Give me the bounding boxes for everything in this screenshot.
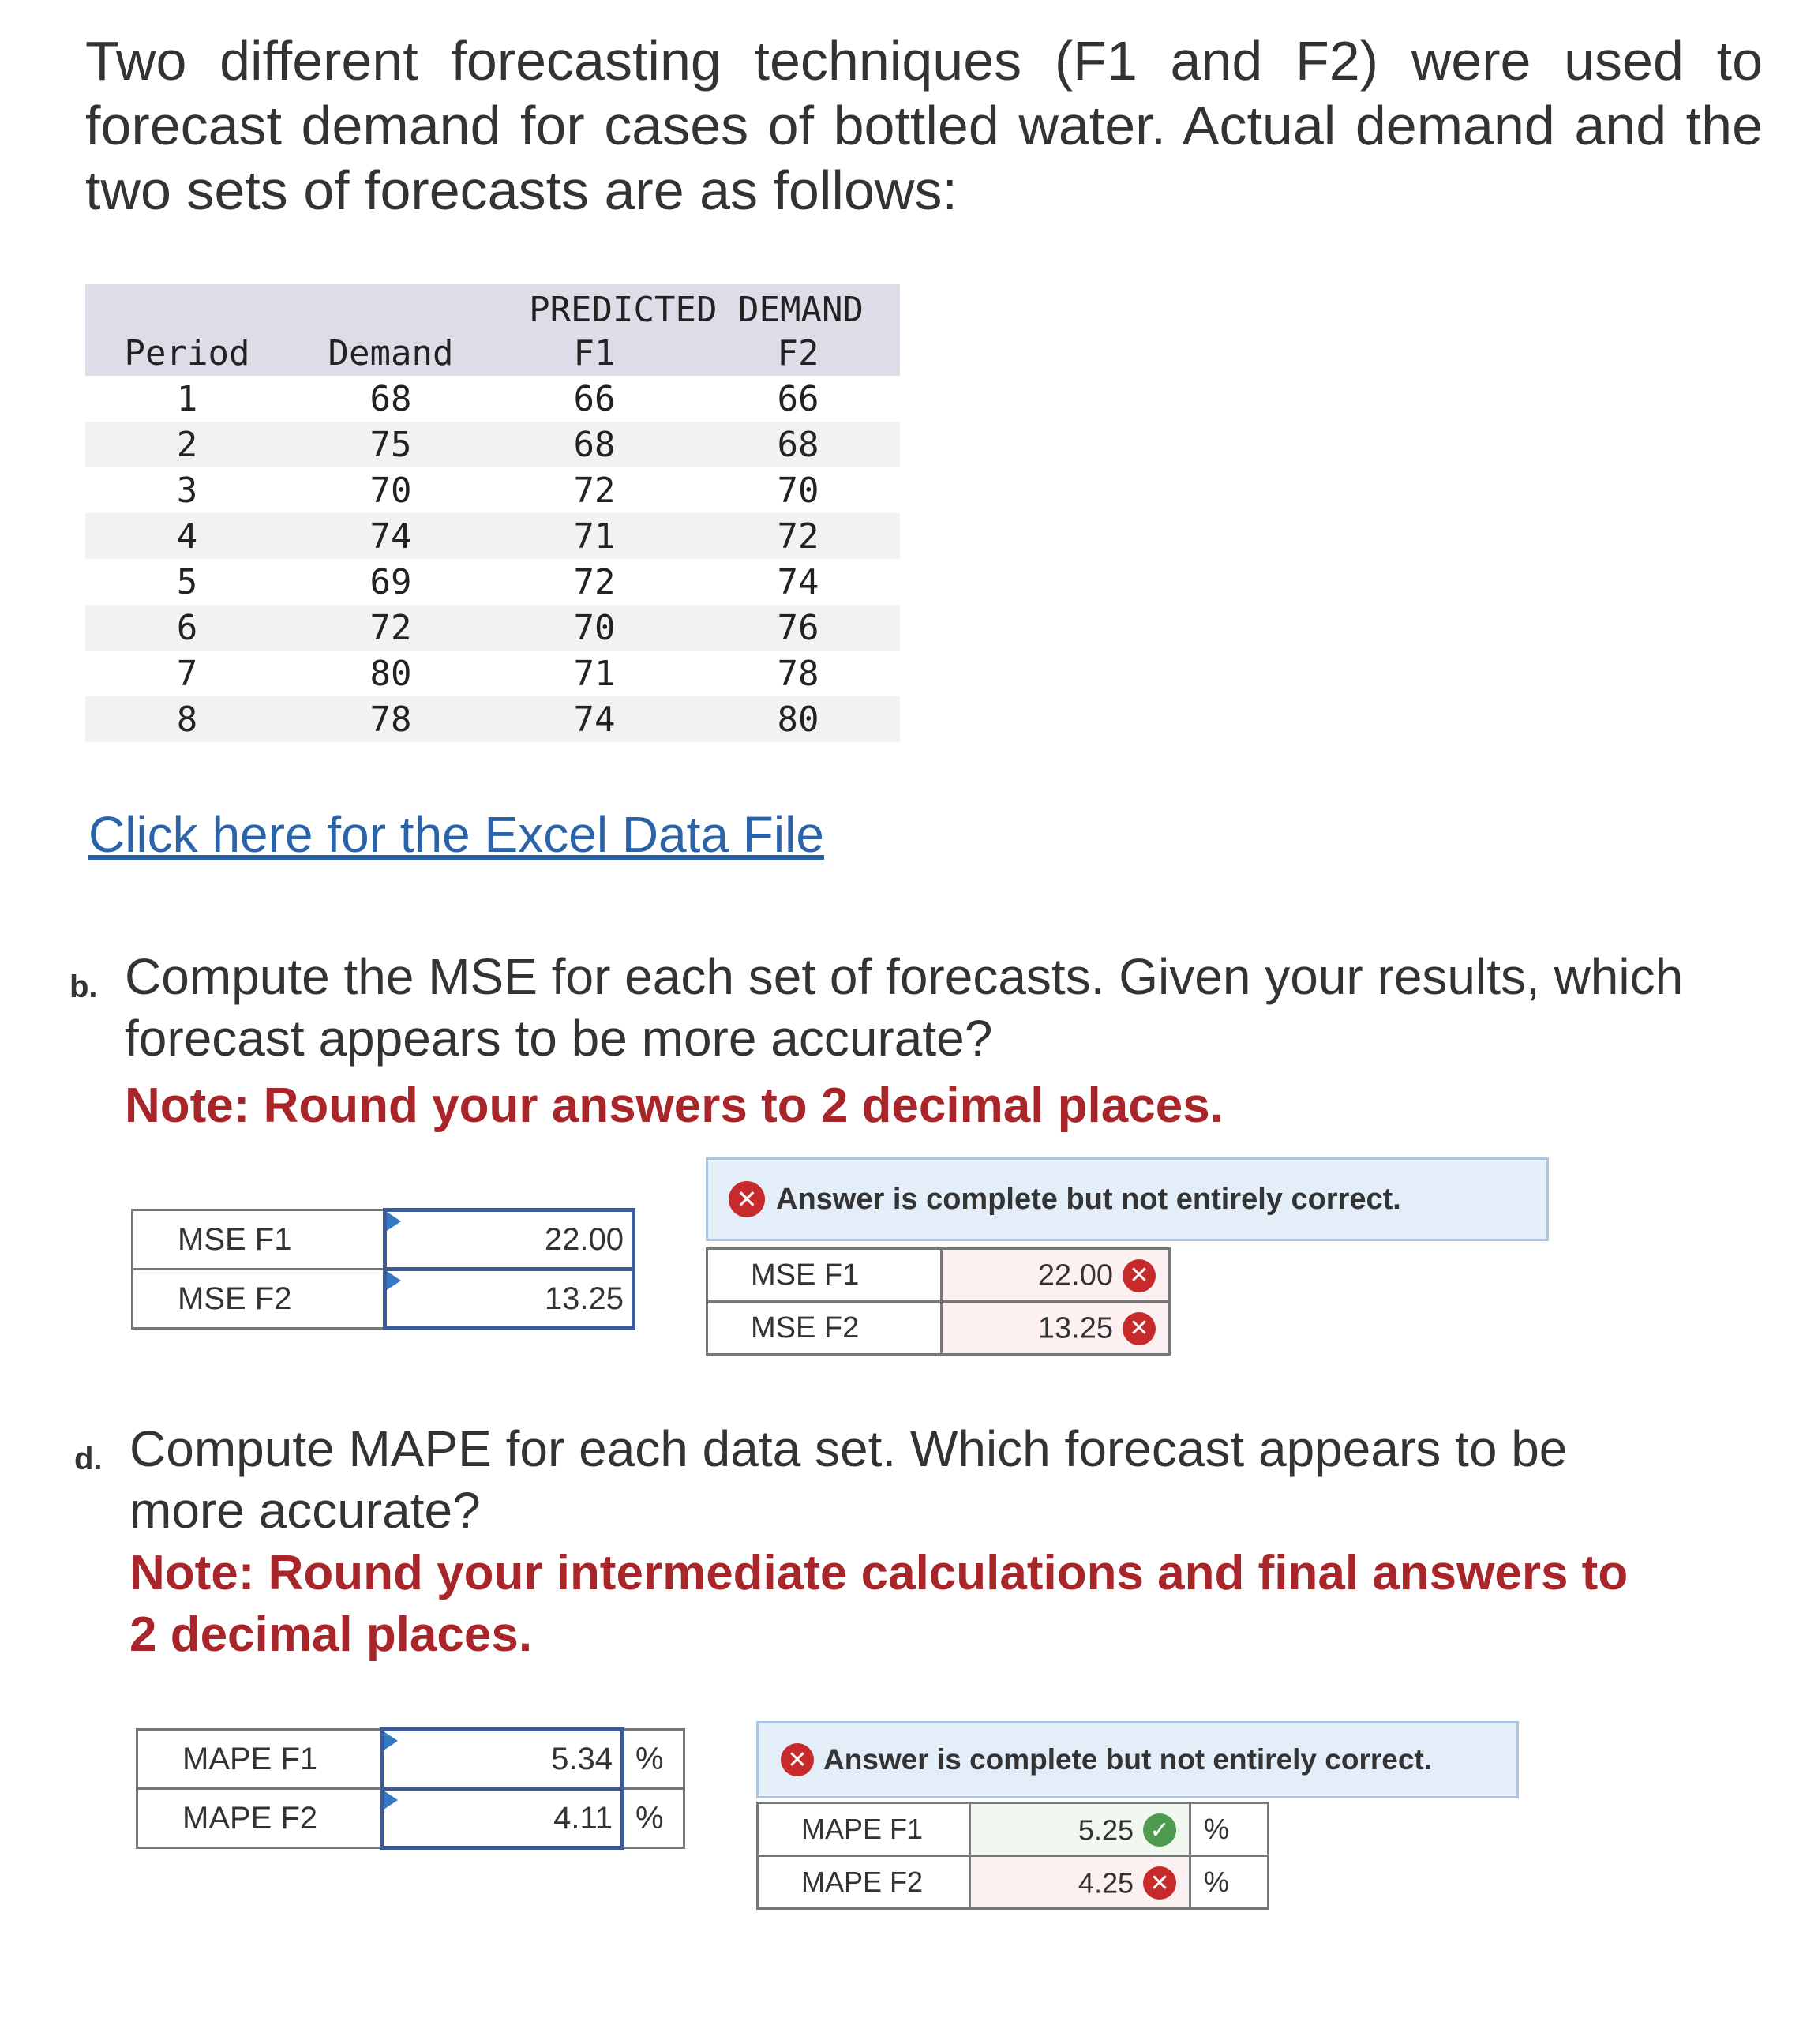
cell-period: 2: [85, 422, 289, 467]
mse-f1-value: 22.00: [544, 1221, 624, 1257]
cell-demand: 69: [369, 561, 412, 602]
mape-result-f1-label: MAPE F1: [758, 1803, 970, 1856]
table-group-header-row: [85, 284, 900, 330]
excel-data-file-link[interactable]: Click here for the Excel Data File: [88, 806, 824, 863]
table-row: [85, 422, 900, 467]
cell-demand: 75: [289, 422, 493, 467]
mse-f1-input[interactable]: [385, 1210, 634, 1270]
mse-result-f2-label: MSE F2: [707, 1302, 942, 1355]
mape-result-f2-unit: %: [1190, 1856, 1269, 1909]
mse-feedback-text: Answer is complete but not entirely correct.: [776, 1182, 1401, 1216]
cell-f2: 80: [696, 696, 900, 742]
input-flag-icon: [384, 1791, 398, 1810]
table-row: [85, 376, 900, 422]
cell-f1: 71: [573, 653, 616, 694]
col-header-demand: Demand: [328, 332, 454, 373]
cell-period: 7: [176, 653, 198, 694]
cell-period: 3: [176, 470, 198, 511]
mse-result-grid: [706, 1247, 1171, 1356]
mape-result-f1-value: 5.25 ✓: [970, 1803, 1190, 1856]
input-flag-icon: [387, 1212, 401, 1231]
cell-demand: 72: [289, 605, 493, 651]
cell-f2: 78: [777, 653, 819, 694]
mape-f2-unit: %: [623, 1789, 684, 1848]
cell-f1: 68: [493, 422, 696, 467]
table-row: [85, 559, 900, 605]
table-row: [85, 467, 900, 513]
check-icon: ✓: [1143, 1813, 1176, 1847]
cell-f2: 76: [696, 605, 900, 651]
mse-feedback-banner: [706, 1157, 1549, 1241]
cell-f2: 74: [777, 561, 819, 602]
cell-f1: 66: [573, 378, 616, 419]
cell-f2: 66: [777, 378, 819, 419]
mse-result-row: [707, 1302, 1170, 1355]
cell-demand: 74: [289, 513, 493, 559]
cell-f1: 72: [573, 470, 616, 511]
cell-period: 6: [85, 605, 289, 651]
part-b-note: Note: Round your answers to 2 decimal places.: [125, 1078, 1224, 1133]
cell-demand: 80: [369, 653, 412, 694]
mse-f2-row: [133, 1270, 634, 1329]
cell-f2: 68: [696, 422, 900, 467]
mse-f1-row: [133, 1210, 634, 1270]
incorrect-icon: ✕: [1123, 1312, 1156, 1345]
input-flag-icon: [384, 1731, 398, 1750]
mape-f1-unit: %: [623, 1730, 684, 1789]
mse-result-row: [707, 1249, 1170, 1302]
incorrect-icon: ✕: [1123, 1259, 1156, 1292]
table-row: [85, 605, 900, 651]
mape-result-f2-value: 4.25 ✕: [970, 1856, 1190, 1909]
mse-result-f1-label: MSE F1: [707, 1249, 942, 1302]
col-header-period: Period: [124, 332, 250, 373]
mse-f2-input[interactable]: [385, 1270, 634, 1329]
incorrect-icon: ✕: [781, 1743, 814, 1776]
predicted-demand-header: PREDICTED DEMAND: [529, 290, 864, 330]
mape-f1-value: 5.34: [551, 1741, 613, 1776]
mape-feedback-banner: [756, 1721, 1519, 1798]
cell-f1: 74: [493, 696, 696, 742]
mape-input-grid: [136, 1727, 685, 1850]
part-d-note: Note: Round your intermediate calculations and final answers to 2 decimal places.: [129, 1546, 1629, 1662]
mape-f1-label: MAPE F1: [137, 1730, 382, 1789]
table-row: [85, 513, 900, 559]
mape-result-f1-unit: %: [1190, 1803, 1269, 1856]
mape-result-row: [758, 1803, 1269, 1856]
table-column-header-row: [85, 330, 900, 376]
part-b-label: b.: [69, 969, 98, 1004]
input-flag-icon: [387, 1271, 401, 1290]
part-d-question: Compute MAPE for each data set. Which forecast appears to be more accurate?: [129, 1420, 1568, 1539]
problem-intro: Two different forecasting techniques (F1 and F2) were used to forecast demand for cases of bottled water. Actual demand and the two sets of forecasts are as follows:: [85, 30, 1763, 221]
mse-f2-value: 13.25: [544, 1281, 624, 1316]
mape-f2-row: [137, 1789, 684, 1848]
cell-f2: 72: [696, 513, 900, 559]
mse-f2-label: MSE F2: [133, 1270, 385, 1329]
mape-f2-input[interactable]: [382, 1789, 623, 1848]
col-header-f2: F2: [777, 332, 819, 373]
cell-period: 1: [176, 378, 198, 419]
part-b-question: Compute the MSE for each set of forecasts. Given your results, which forecast appears to be more accurate?: [125, 948, 1684, 1067]
cell-f1: 71: [493, 513, 696, 559]
col-header-f1: F1: [573, 332, 616, 373]
cell-period: 8: [85, 696, 289, 742]
cell-period: 4: [85, 513, 289, 559]
mse-input-grid: [131, 1208, 635, 1330]
cell-f2: 70: [777, 470, 819, 511]
mape-feedback-text: Answer is complete but not entirely correct.: [823, 1743, 1433, 1776]
mape-result-f2-label: MAPE F2: [758, 1856, 970, 1909]
cell-demand: 78: [289, 696, 493, 742]
mse-f1-label: MSE F1: [133, 1210, 385, 1270]
cell-f1: 70: [493, 605, 696, 651]
mse-result-f1-value: 22.00 ✕: [942, 1249, 1170, 1302]
table-row: [85, 651, 900, 696]
incorrect-icon: ✕: [729, 1181, 765, 1217]
part-d-label: d.: [74, 1442, 103, 1476]
mape-result-row: [758, 1856, 1269, 1909]
mape-f1-input[interactable]: [382, 1730, 623, 1789]
cell-demand: 68: [369, 378, 412, 419]
demand-table: [85, 284, 900, 742]
cell-period: 5: [176, 561, 198, 602]
mse-result-f2-value: 13.25 ✕: [942, 1302, 1170, 1355]
cell-demand: 70: [369, 470, 412, 511]
mape-f2-label: MAPE F2: [137, 1789, 382, 1848]
cell-f1: 72: [573, 561, 616, 602]
incorrect-icon: ✕: [1143, 1866, 1176, 1900]
mape-f1-row: [137, 1730, 684, 1789]
mape-result-grid: [756, 1802, 1269, 1910]
mape-f2-value: 4.11: [553, 1800, 613, 1836]
table-row: [85, 696, 900, 742]
